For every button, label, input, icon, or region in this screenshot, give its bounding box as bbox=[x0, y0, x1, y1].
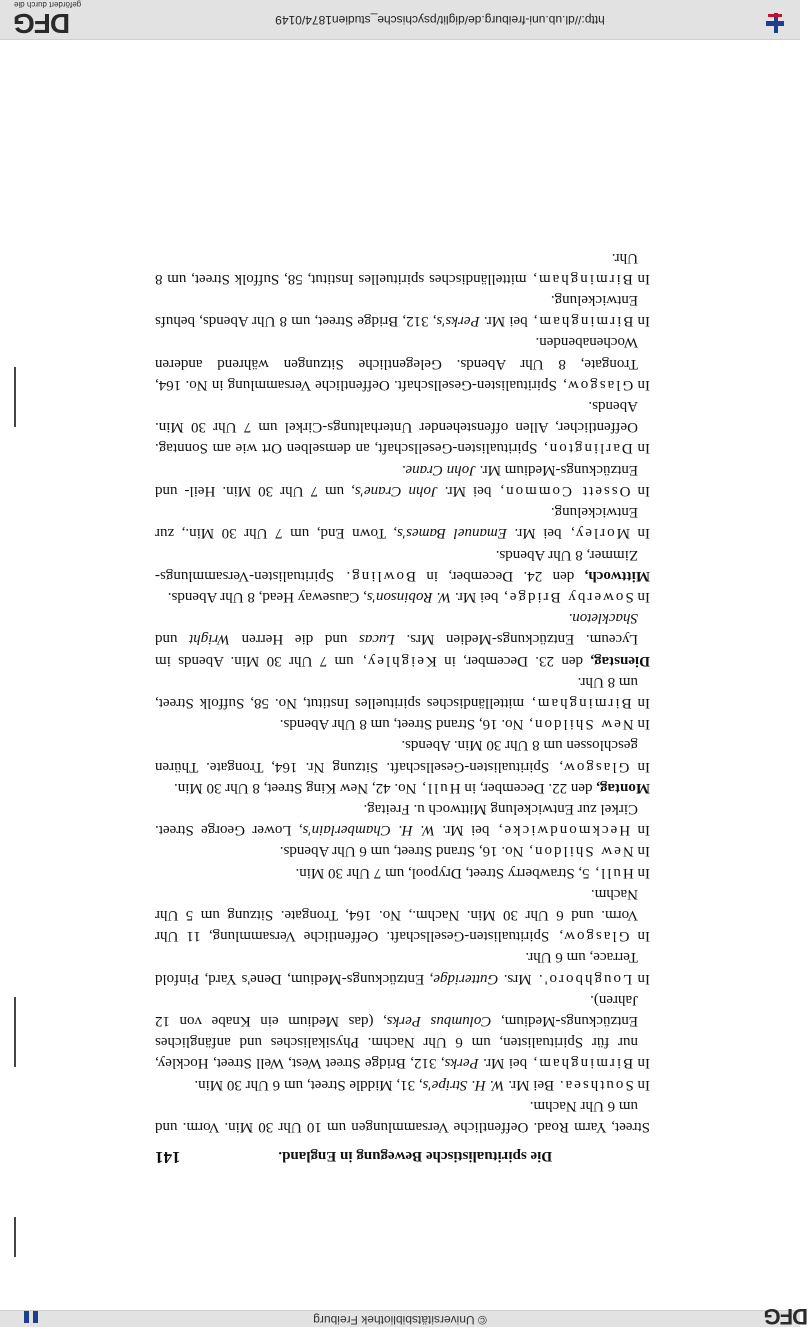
text-run: Glasgow, bbox=[561, 376, 634, 393]
text-run: , um 7 Uhr 30 Min. Heil- und Entzückungs-Medium Mr. bbox=[154, 461, 638, 499]
text-run: Keighley, bbox=[361, 652, 437, 669]
margin-mark bbox=[14, 997, 16, 1067]
header-bar bbox=[0, 0, 800, 40]
text-run: In bbox=[633, 313, 650, 330]
paragraph bbox=[155, 501, 650, 543]
text-run: No. 16, Strand Street, um 6 Uhr Abends. bbox=[279, 843, 528, 860]
text-run: Hull, bbox=[420, 779, 461, 796]
text-run: , Lower George Street. Cirkel zur Entwickelung Mittwoch u. Freitag. bbox=[155, 800, 638, 839]
text-run: Gutteridge bbox=[433, 970, 499, 987]
text-run: Morley, bbox=[569, 525, 630, 542]
text-run: Birmingham, bbox=[531, 313, 634, 330]
dfg-corner-logo: DFG bbox=[764, 1304, 808, 1329]
text-run: Street, Yarm Road. Oeffentliche Versammlungen um 10 Uhr 30 Min. Vorm. und um 6 Uhr Nachm. bbox=[155, 1097, 650, 1135]
running-head bbox=[155, 1137, 650, 1167]
text-run: bei Mr. bbox=[435, 822, 497, 839]
page-url[interactable]: http://dl.ub.uni-freiburg.de/diglit/psychische_studien1874/0149 bbox=[275, 13, 605, 27]
paragraph bbox=[155, 713, 650, 734]
paragraph bbox=[155, 607, 650, 671]
footer-bar bbox=[0, 1304, 808, 1329]
text-run: , Entzückungs-Medium, Dene's Yard, Pinfold Terrace, um 6 Uhr. bbox=[155, 949, 638, 987]
text-run: Southsea. bbox=[557, 1076, 634, 1093]
paragraph bbox=[155, 543, 650, 585]
text-run: 5, Strawberry Street, Drypool, um 7 Uhr 30 Min. bbox=[295, 864, 594, 881]
text-run: No. 16, Strand Street, um 8 Uhr Abends. bbox=[279, 716, 528, 733]
copyright-notice: © Universitätsbibliothek Freiburg bbox=[313, 1313, 487, 1327]
paragraph bbox=[155, 1073, 650, 1094]
text-run: In bbox=[633, 1076, 650, 1093]
text-run: Darlington, bbox=[542, 440, 633, 457]
text-run: Bowling. bbox=[344, 567, 416, 584]
text-run: W. Robinson's bbox=[366, 588, 452, 605]
paragraph bbox=[155, 777, 650, 798]
text-run: Spiritualisten-Versammlungs-Zimmer, 8 Uhr Abends. bbox=[155, 546, 638, 584]
text-run: Dienstag, bbox=[590, 652, 650, 669]
text-run: In bbox=[630, 822, 650, 839]
text-run: Birmingham, bbox=[530, 694, 632, 711]
text-run: bei Mr. bbox=[506, 525, 570, 542]
text-run: , 312, Bridge Street, um 8 Uhr Abends, behufs Entwickelung. bbox=[155, 292, 638, 330]
text-run: Emanuel Bames's bbox=[397, 525, 507, 542]
dfg-corner-icon bbox=[22, 1311, 38, 1323]
text-run: Birmingham, bbox=[531, 270, 633, 287]
paragraph bbox=[155, 840, 650, 861]
paragraph bbox=[155, 989, 650, 1074]
text-run: mittelländisches spirituelles Institut, 58, Suffolk Street, um 8 Uhr. bbox=[155, 249, 638, 287]
text-run: bei Mr. bbox=[479, 313, 532, 330]
text-run: In bbox=[633, 716, 650, 733]
text-run: bei Mr. bbox=[451, 588, 503, 605]
text-run: John Crane. bbox=[401, 461, 476, 478]
text-run: New Shildon, bbox=[527, 843, 634, 860]
text-run: Wright bbox=[189, 631, 230, 648]
paragraph bbox=[155, 861, 650, 882]
paragraph bbox=[155, 1095, 650, 1137]
text-run: Loughboro'. bbox=[537, 970, 633, 987]
text-run: In bbox=[629, 928, 650, 945]
text-run: Bei Mr. bbox=[504, 1076, 558, 1093]
dfg-logo bbox=[14, 1, 154, 37]
paragraph bbox=[155, 883, 650, 947]
text-run: und die Herren bbox=[229, 631, 359, 648]
page-number: 141 bbox=[155, 1148, 181, 1167]
page-content bbox=[155, 246, 650, 1167]
text-run: , 31, Middle Street, um 6 Uhr 30 Min. bbox=[194, 1076, 423, 1093]
margin-mark bbox=[14, 1217, 16, 1257]
paragraph bbox=[155, 459, 650, 501]
margin-mark bbox=[14, 367, 16, 427]
text-run: In bbox=[633, 843, 650, 860]
text-run: Montag, bbox=[596, 779, 650, 796]
text-run: Ossett Common, bbox=[498, 482, 631, 499]
text-run: den 23. December, in bbox=[436, 652, 591, 669]
text-run: , Town End, um 7 Uhr 30 Min., zur Entwickelung. bbox=[155, 504, 638, 542]
text-run: , (das Medium ein Knabe von 12 Jahren). bbox=[155, 991, 638, 1029]
text-run: um 7 Uhr 30 Min. Abends im Lyceum. Entzückungs-Medien Mrs. bbox=[155, 631, 638, 669]
text-run: Shackleton. bbox=[568, 610, 638, 627]
text-run: W. H. Stripe's bbox=[422, 1076, 505, 1093]
text-run: In bbox=[632, 970, 650, 987]
text-run: In bbox=[629, 758, 650, 775]
text-run: Spiritualisten-Gesellschaft. Oeffentliche Versammlung, 11 Uhr Vorm. und 6 Uhr 30 Min. Nachm., No. 164, Trongate. Sitzung um 5 Uhr Nachm. bbox=[155, 885, 638, 945]
text-run: Sowerby Bridge, bbox=[502, 588, 634, 605]
text-run: John Crane's bbox=[354, 482, 438, 499]
paragraph bbox=[155, 395, 650, 459]
paragraph bbox=[155, 734, 650, 776]
text-run: Mrs. bbox=[498, 970, 537, 987]
paragraph bbox=[155, 798, 650, 840]
text-run: Hull, bbox=[593, 864, 634, 881]
text-run: In bbox=[630, 482, 650, 499]
text-run: Glasgow, bbox=[557, 928, 630, 945]
text-run: Spiritualisten-Gesellschaft, an demselben Ort wie am Sonntag. Oeffentlicher, Allen offenstehender Unterhaltungs-Cirkel um 7 Uhr 30 Min. Abends. bbox=[154, 398, 638, 457]
paragraph bbox=[155, 671, 650, 713]
dfg-logo-caption: gefördert durch die bbox=[14, 0, 82, 9]
text-run: , 312, Bridge Street West, Well Street, Hockley, nur für Spiritualisten, um 6 Uhr Nachm. Physikalisches und anfängliches Entzückungs-Medium, bbox=[155, 1012, 638, 1072]
text-run: In bbox=[631, 694, 650, 711]
paragraph bbox=[155, 586, 650, 607]
text-run: den 22. December, in bbox=[460, 779, 597, 796]
text-run: Spiritualisten-Gesellschaft. Sitzung Nr. 164, Trongate. Thüren geschlossen um 8 Uhr 30 Min. Abends. bbox=[155, 737, 638, 775]
running-title: Die spiritualistische Bewegung in England. bbox=[278, 1148, 553, 1164]
text-run: In bbox=[633, 588, 650, 605]
text-run: Birmingham, bbox=[531, 1055, 634, 1072]
paragraph bbox=[155, 289, 650, 331]
text-run: New Shildon, bbox=[527, 716, 634, 733]
text-run: Heckmondwicke, bbox=[496, 822, 631, 839]
text-run: bei Mr. bbox=[437, 482, 499, 499]
text-run: , Causeway Head, 8 Uhr Abends. bbox=[167, 588, 367, 605]
text-run: In bbox=[633, 864, 650, 881]
text-run: Perks bbox=[444, 1055, 479, 1072]
text-run: Spiritualisten-Gesellschaft. Oeffentliche Versammlung in No. 164, Trongate, 8 Uhr Abends. Gelegentliche Sitzungen während anderen Wochenabenden. bbox=[155, 334, 638, 393]
text-run: Glasgow, bbox=[557, 758, 630, 775]
paragraph bbox=[155, 331, 650, 395]
text-run: In bbox=[632, 440, 650, 457]
text-run: In bbox=[629, 525, 650, 542]
paragraph bbox=[155, 246, 650, 288]
text-run: den 24. December, in bbox=[415, 567, 585, 584]
text-run: Lucas bbox=[358, 631, 395, 648]
text-run: W. H. Chamberlain's bbox=[302, 822, 436, 839]
dfg-logo-text: DFG bbox=[14, 8, 71, 39]
text-run: In bbox=[632, 270, 650, 287]
dfg-emblem-icon bbox=[726, 0, 786, 39]
text-run: Columbus Perks bbox=[386, 1012, 492, 1029]
text-block bbox=[155, 246, 650, 1137]
text-run: Perks's bbox=[436, 313, 480, 330]
paragraph bbox=[155, 946, 650, 988]
text-run: No. 42, New King Street, 8 Uhr 30 Min. bbox=[173, 779, 421, 796]
text-run: und bbox=[154, 631, 190, 648]
text-run: In bbox=[633, 1055, 650, 1072]
text-run: bei Mr. bbox=[478, 1055, 532, 1072]
text-run: mittelländisches spirituelles Institut, No. 58, Suffolk Street, um 8 Uhr. bbox=[154, 673, 638, 711]
text-run: In bbox=[633, 376, 650, 393]
text-run: Mittwoch, bbox=[584, 567, 650, 584]
